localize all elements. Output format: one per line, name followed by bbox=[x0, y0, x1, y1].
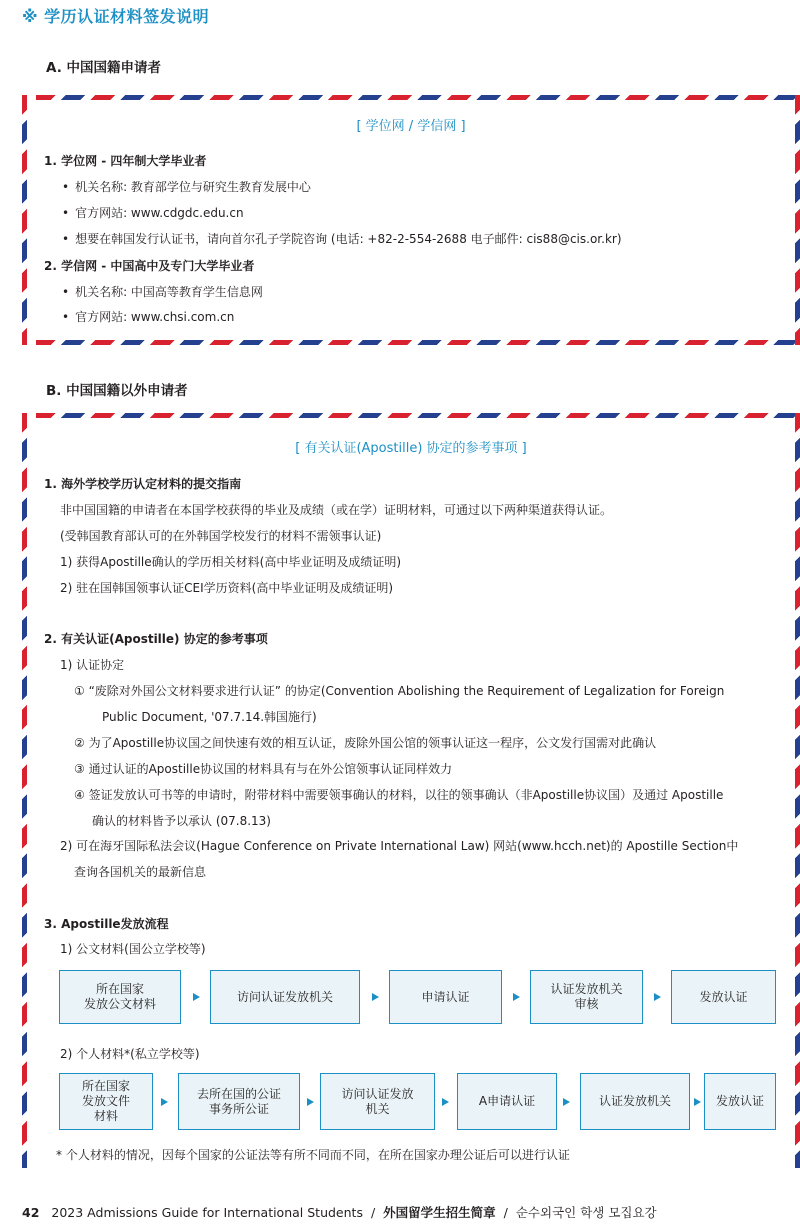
part1-line: (受韩国教育部认可的在外韩国学校发行的材料不需领事认证) bbox=[60, 529, 382, 543]
triangle-right-icon bbox=[307, 1098, 314, 1106]
flow2-step: 访问认证发放 机关 bbox=[320, 1073, 435, 1130]
footer-en-title: 2023 Admissions Guide for International Students bbox=[51, 1205, 363, 1220]
flow1-step: 所在国家 发放公文材料 bbox=[59, 970, 181, 1024]
part2-sub2-cont: 查询各国机关的最新信息 bbox=[74, 865, 207, 879]
triangle-right-icon bbox=[372, 993, 379, 1001]
part3-title: 3. Apostille发放流程 bbox=[44, 917, 169, 931]
item1-bullet: • 想要在韩国发行认证书，请向首尔孔子学院咨询 (电话: +82-2-554-2688 电子邮件: cis88@cis.or.kr) bbox=[62, 231, 622, 247]
section-b-box bbox=[22, 413, 800, 1168]
flow1-step: 申请认证 bbox=[389, 970, 502, 1024]
airmail-stripe-top bbox=[36, 95, 800, 100]
triangle-right-icon bbox=[654, 993, 661, 1001]
flow1-step: 访问认证发放机关 bbox=[210, 970, 360, 1024]
footer-kr-title: 순수외국인 학생 모집요강 bbox=[515, 1205, 657, 1220]
page-number: 42 bbox=[22, 1205, 40, 1220]
airmail-stripe-bottom bbox=[36, 340, 800, 345]
part1-line: 非中国国籍的申请者在本国学校获得的毕业及成绩（或在学）证明材料，可通过以下两种渠道获得认证。 bbox=[60, 503, 613, 517]
footnote: * 个人材料的情况，因每个国家的公证法等有所不同而不同，在所在国家办理公证后可以进行认证 bbox=[56, 1148, 570, 1162]
section-b-box-heading: [ 有关认证(Apostille) 协定的参考事项 ] bbox=[295, 441, 527, 456]
footer-cn-title: 外国留学生招生简章 bbox=[383, 1205, 496, 1220]
part1-line: 2) 驻在国韩国领事认证CEI学历资料(高中毕业证明及成绩证明) bbox=[60, 581, 393, 595]
triangle-right-icon bbox=[513, 993, 520, 1001]
item1-bullet: • 机关名称: 教育部学位与研究生教育发展中心 bbox=[62, 179, 311, 195]
flow1-label: 1) 公文材料(国公立学校等) bbox=[60, 942, 206, 956]
footer-separator: / bbox=[370, 1205, 376, 1220]
footer-separator: / bbox=[503, 1205, 508, 1220]
flow2-step: A申请认证 bbox=[457, 1073, 557, 1130]
section-a-heading: A. 中国国籍申请者 bbox=[46, 60, 162, 76]
item1-title: 1. 学位网 - 四年制大学毕业者 bbox=[44, 154, 207, 168]
section-a-box-heading: [ 学位网 / 学信网 ] bbox=[356, 119, 466, 134]
part2-clause-2: ② 为了Apostille协议国之间快速有效的相互认证，废除外国公馆的领事认证这一程序，公文发行国需对此确认 bbox=[74, 736, 657, 750]
triangle-right-icon bbox=[442, 1098, 449, 1106]
part2-clause-1: ① “废除对外国公文材料要求进行认证” 的协定(Convention Abolishing the Requirement of Legalization for Foreign bbox=[74, 684, 725, 698]
flow1-step: 认证发放机关 审核 bbox=[530, 970, 643, 1024]
page-title: ※ 学历认证材料签发说明 bbox=[22, 7, 210, 26]
triangle-right-icon bbox=[193, 993, 200, 1001]
flow2-step: 所在国家 发放文件 材料 bbox=[59, 1073, 153, 1130]
part2-sub2: 2) 可在海牙国际私法会议(Hague Conference on Private International Law) 网站(www.hcch.net)的 Apostille Section中 bbox=[60, 839, 739, 853]
section-b-heading: B. 中国国籍以外申请者 bbox=[46, 383, 188, 399]
part2-title: 2. 有关认证(Apostille) 协定的参考事项 bbox=[44, 632, 268, 646]
page-footer bbox=[22, 1203, 657, 1221]
part1-line: 1) 获得Apostille确认的学历相关材料(高中毕业证明及成绩证明) bbox=[60, 555, 402, 569]
airmail-stripe-top bbox=[36, 413, 800, 418]
section-a-box bbox=[22, 95, 800, 345]
flow2-step: 去所在国的公证 事务所公证 bbox=[178, 1073, 300, 1130]
airmail-stripe-left bbox=[22, 413, 27, 1168]
part1-title: 1. 海外学校学历认定材料的提交指南 bbox=[44, 477, 242, 491]
part2-clause-1-cont: Public Document, '07.7.14.韩国施行) bbox=[102, 710, 317, 724]
item2-bullet: • 机关名称: 中国高等教育学生信息网 bbox=[62, 284, 263, 300]
flow2-step: 认证发放机关 bbox=[580, 1073, 690, 1130]
triangle-right-icon bbox=[563, 1098, 570, 1106]
item2-bullet: • 官方网站: www.chsi.com.cn bbox=[62, 309, 234, 325]
flow1-step: 发放认证 bbox=[671, 970, 776, 1024]
item1-bullet: • 官方网站: www.cdgdc.edu.cn bbox=[62, 205, 244, 221]
triangle-right-icon bbox=[694, 1098, 701, 1106]
airmail-stripe-right bbox=[795, 413, 800, 1168]
part2-sub1: 1) 认证协定 bbox=[60, 658, 125, 672]
part2-clause-4-cont: 确认的材料皆予以承认 (07.8.13) bbox=[92, 814, 271, 828]
flow2-step: 发放认证 bbox=[704, 1073, 776, 1130]
item2-title: 2. 学信网 - 中国高中及专门大学毕业者 bbox=[44, 259, 255, 273]
flow2-label: 2) 个人材料*(私立学校等) bbox=[60, 1047, 200, 1061]
part2-clause-3: ③ 通过认证的Apostille协议国的材料具有与在外公馆领事认证同样效力 bbox=[74, 762, 453, 776]
part2-clause-4: ④ 签证发放认可书等的申请时，附带材料中需要领事确认的材料，以往的领事确认（非Apostille协议国）及通过 Apostille bbox=[74, 788, 724, 802]
triangle-right-icon bbox=[161, 1098, 168, 1106]
